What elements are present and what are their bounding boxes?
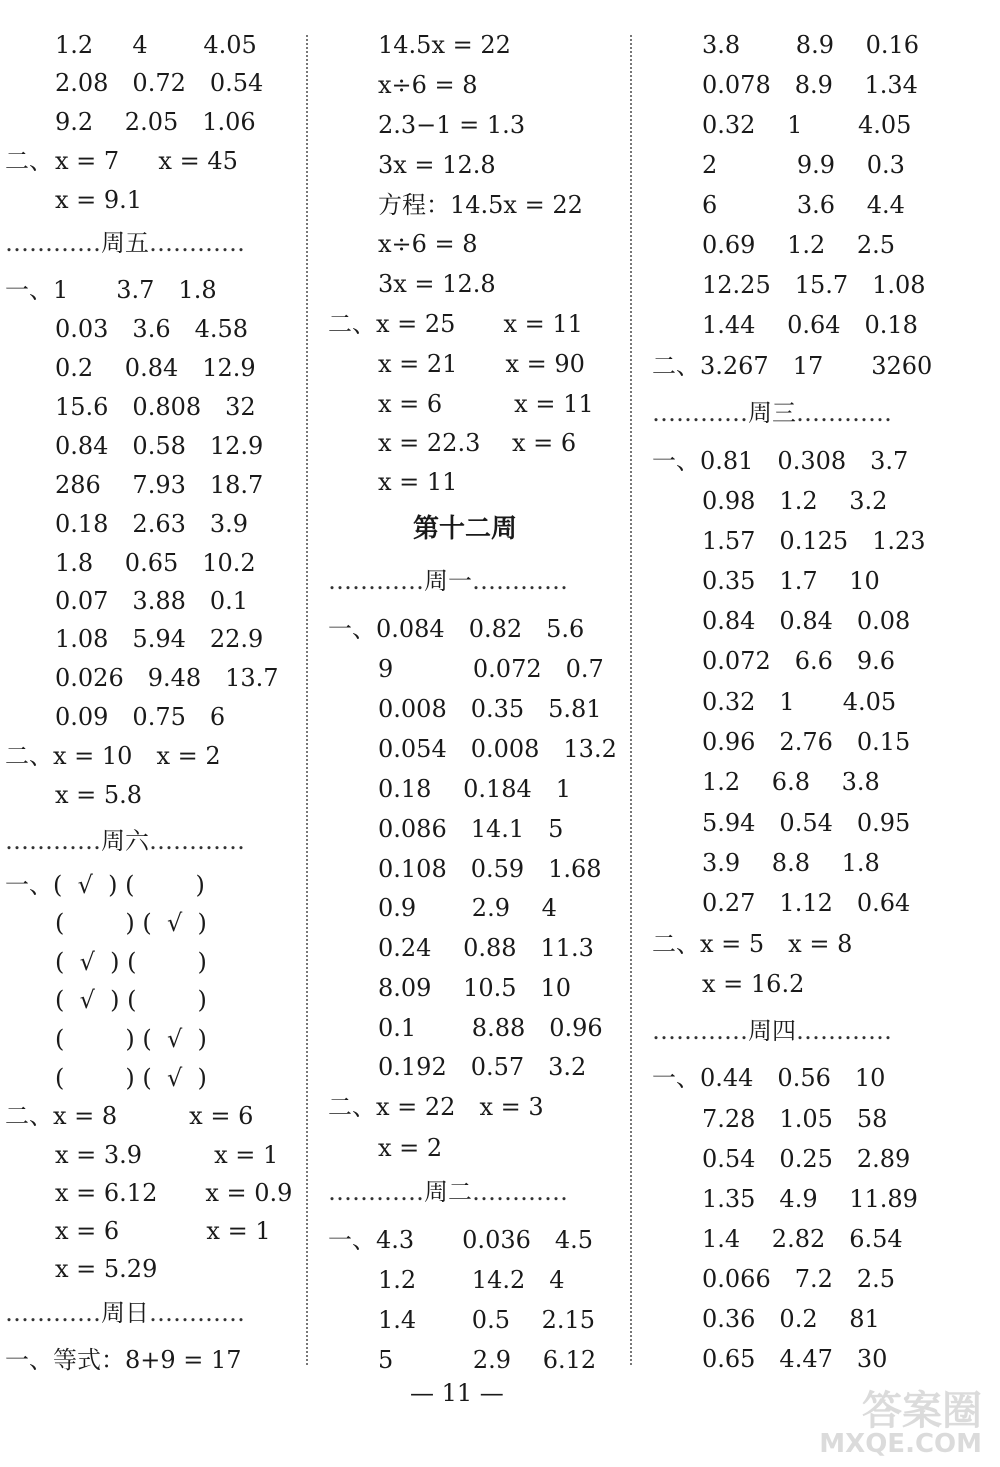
list-item: 286 7.93 18.7 [55,471,264,499]
list-item: 1.08 5.94 22.9 [55,625,264,653]
watermark-text: 答案圈 [862,1388,982,1434]
list-item: 一、4.3 0.036 4.5 [328,1226,594,1254]
list-item: 1.44 0.64 0.18 [702,311,918,339]
list-item: 0.066 7.2 2.5 [702,1265,896,1293]
line: x÷6 = 8 [378,71,478,99]
list-item: 0.69 1.2 2.5 [702,231,896,259]
list-item: 5 2.9 6.12 [378,1346,597,1374]
line: 9.2 2.05 1.06 [55,108,256,136]
list-item: 0.026 9.48 13.7 [55,664,279,692]
line: 2.3−1 = 1.3 [378,111,526,139]
list-item: 0.054 0.008 13.2 [378,735,617,763]
list-item: 0.36 0.2 81 [702,1305,880,1333]
list-item: 一、0.44 0.56 10 [652,1064,886,1092]
line: 14.5x = 22 [378,31,511,59]
watermark-url: MXQE.COM [819,1429,982,1459]
list-item: 0.27 1.12 0.64 [702,889,911,917]
list-item: 0.9 2.9 4 [378,894,557,922]
list-item: x = 6 x = 1 [55,1217,271,1245]
column-2 [318,0,618,1400]
list-item: 0.32 1 4.05 [702,111,912,139]
line: x = 5.8 [55,781,143,809]
list-item: 8.09 10.5 10 [378,974,572,1002]
section-two-label: 二、 [5,147,53,175]
list-item: 0.84 0.84 0.08 [702,607,911,635]
list-item: 1.4 0.5 2.15 [378,1306,596,1334]
list-item: 1.2 6.8 3.8 [702,768,880,796]
list-item: 一、0.81 0.308 3.7 [652,447,909,475]
list-item: 3.9 8.8 1.8 [702,849,880,877]
header-tuesday: …………周二………… [328,1178,568,1206]
line: 3x = 12.8 [378,151,496,179]
list-item: 0.18 2.63 3.9 [55,510,249,538]
list-item: 0.65 4.47 30 [702,1345,888,1373]
column-1 [0,0,300,1400]
list-item: 15.6 0.808 32 [55,393,256,421]
list-item: 0.54 0.25 2.89 [702,1145,911,1173]
list-item: 0.1 8.88 0.96 [378,1014,603,1042]
line: 2.08 0.72 0.54 [55,69,264,97]
list-item: 0.2 0.84 12.9 [55,354,256,382]
line: 二、x = 22 x = 3 [328,1093,544,1121]
column-divider [306,35,308,1365]
list-item: 3.8 8.9 0.16 [702,31,920,59]
header-friday: …………周五………… [5,229,245,257]
line: 二、3.267 17 3260 [652,352,933,380]
list-item: 5.94 0.54 0.95 [702,809,911,837]
line: 二、x = 5 x = 8 [652,930,853,958]
watermark-logo [819,1379,982,1459]
line: 1.2 4 4.05 [55,31,257,59]
list-item: x = 22.3 x = 6 [378,429,577,457]
column-divider [630,35,632,1365]
list-item: 1.8 0.65 10.2 [55,549,256,577]
list-item: 0.072 6.6 9.6 [702,647,896,675]
list-item: x = 11 [378,468,458,496]
list-item: 7.28 1.05 58 [702,1105,888,1133]
list-item: ( √ ) ( ) [55,986,207,1014]
list-item: 二、x = 8 x = 6 [5,1102,254,1130]
list-item: 0.09 0.75 6 [55,703,226,731]
list-item: 0.07 3.88 0.1 [55,587,249,615]
list-item: 0.96 2.76 0.15 [702,728,911,756]
list-item: 0.086 14.1 5 [378,815,564,843]
list-item: 0.18 0.184 1 [378,775,572,803]
list-item: 2 9.9 0.3 [702,151,905,179]
header-thursday: …………周四………… [652,1017,892,1045]
line: x = 2 [378,1134,443,1162]
header-monday: …………周一………… [328,567,568,595]
line: x = 9.1 [55,186,143,214]
line: x = 7 x = 45 [55,147,238,175]
list-item: 0.32 1 4.05 [702,688,897,716]
week-title: 第十二周 [413,514,518,544]
list-item: 一、1 3.7 1.8 [5,276,217,304]
list-item: ( √ ) ( ) [55,948,207,976]
line: 3x = 12.8 [378,270,496,298]
list-item: 6 3.6 4.4 [702,191,905,219]
list-item: 0.078 8.9 1.34 [702,71,918,99]
list-item: 一、0.084 0.82 5.6 [328,615,585,643]
list-item: 一、( √ ) ( ) [5,871,205,899]
list-item: 12.25 15.7 1.08 [702,271,926,299]
list-item: 0.84 0.58 12.9 [55,432,264,460]
list-item: 1.2 14.2 4 [378,1266,565,1294]
line: 二、x = 10 x = 2 [5,742,221,770]
list-item: x = 3.9 x = 1 [55,1141,279,1169]
line: x = 16.2 [702,970,805,998]
list-item: 0.98 1.2 3.2 [702,487,888,515]
list-item: 1.4 2.82 6.54 [702,1225,903,1253]
header-wednesday: …………周三………… [652,399,892,427]
column-3 [640,0,960,1400]
list-item: 二、x = 25 x = 11 [328,310,583,338]
list-item: 0.008 0.35 5.81 [378,695,602,723]
list-item: 1.57 0.125 1.23 [702,527,926,555]
list-item: 1.35 4.9 11.89 [702,1185,918,1213]
list-item: ( ) ( √ ) [55,1064,207,1092]
list-item: x = 5.29 [55,1255,158,1283]
header-sunday: …………周日………… [5,1299,245,1327]
list-item: 0.35 1.7 10 [702,567,880,595]
list-item: ( ) ( √ ) [55,1025,207,1053]
list-item: 0.192 0.57 3.2 [378,1053,587,1081]
line: 一、等式：8+9 = 17 [5,1346,242,1374]
list-item: 0.108 0.59 1.68 [378,855,602,883]
line: x÷6 = 8 [378,230,478,258]
header-saturday: …………周六………… [5,827,245,855]
list-item: 0.24 0.88 11.3 [378,934,594,962]
line: 方程：14.5x = 22 [378,191,583,219]
list-item: x = 6 x = 11 [378,390,594,418]
list-item: ( ) ( √ ) [55,909,207,937]
page-number: — 11 — [410,1379,504,1407]
list-item: 9 0.072 0.7 [378,655,604,683]
list-item: 0.03 3.6 4.58 [55,315,249,343]
list-item: x = 21 x = 90 [378,350,585,378]
list-item: x = 6.12 x = 0.9 [55,1179,293,1207]
